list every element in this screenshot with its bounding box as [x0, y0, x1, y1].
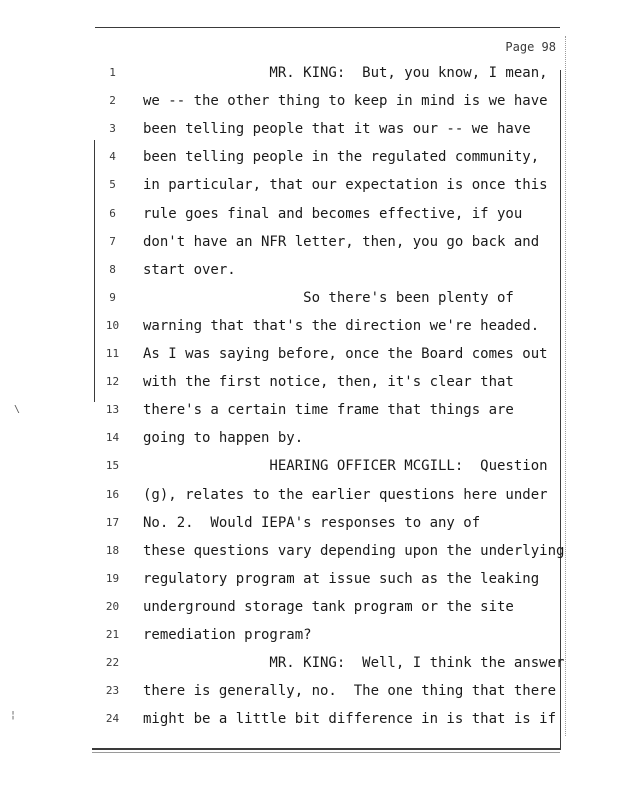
line-text: MR. KING: Well, I think the answer: [143, 655, 565, 672]
line-number: 3: [109, 122, 116, 136]
line-text: HEARING OFFICER MCGILL: Question: [143, 458, 548, 475]
line-number: 5: [109, 178, 116, 192]
top-rule: [95, 27, 560, 28]
line-text: going to happen by.: [143, 430, 304, 447]
line-text: in particular, that our expectation is once this: [143, 177, 548, 194]
scan-mark: ¦: [10, 710, 17, 721]
left-margin-rule: [94, 140, 95, 402]
right-margin-dotted-rule: [565, 36, 566, 736]
line-text: been telling people that it was our -- we have: [143, 121, 531, 138]
line-text: No. 2. Would IEPA's responses to any of: [143, 514, 481, 531]
line-number: 9: [109, 290, 116, 304]
line-number: 2: [109, 94, 116, 108]
line-number: 15: [105, 459, 120, 473]
line-text: MR. KING: But, you know, I mean,: [143, 65, 548, 81]
line-number: 13: [105, 403, 120, 417]
line-text: remediation program?: [143, 627, 312, 643]
line-number: 12: [105, 375, 120, 389]
line-number: 7: [109, 234, 116, 248]
line-number: 20: [105, 599, 120, 613]
line-number: 19: [105, 571, 120, 585]
line-number: 6: [109, 206, 116, 220]
line-text: these questions vary depending upon the underlying: [143, 542, 565, 559]
line-number: 18: [105, 543, 120, 557]
line-text: As I was saying before, once the Board comes out: [143, 346, 548, 362]
page-number: Page 98: [505, 40, 556, 54]
line-text: start over.: [143, 261, 236, 278]
line-text: might be a little bit difference in is that is if: [143, 711, 557, 728]
line-text: underground storage tank program or the site: [143, 598, 514, 615]
line-number: 14: [105, 431, 120, 445]
line-text: regulatory program at issue such as the leaking: [143, 570, 540, 587]
bottom-rule: [92, 748, 560, 750]
line-number: 4: [109, 150, 116, 164]
line-number: 22: [105, 656, 120, 670]
line-number: 8: [109, 262, 116, 276]
line-number: 10: [105, 318, 120, 332]
right-margin-rule: [560, 70, 561, 750]
line-number: 1: [109, 66, 116, 79]
line-number: 16: [105, 487, 120, 501]
line-number: 17: [105, 515, 120, 529]
line-text: rule goes final and becomes effective, if you: [143, 205, 523, 222]
line-number: 23: [105, 684, 120, 698]
line-text: warning that that's the direction we're headed.: [143, 317, 540, 334]
scan-mark: \: [14, 404, 21, 415]
line-text: been telling people in the regulated community,: [143, 149, 540, 166]
line-text: (g), relates to the earlier questions here under: [143, 486, 548, 503]
line-number: 11: [105, 347, 120, 360]
line-text: with the first notice, then, it's clear that: [143, 374, 514, 391]
line-number: 24: [105, 712, 120, 726]
line-text: So there's been plenty of: [143, 289, 514, 306]
line-text: don't have an NFR letter, then, you go back and: [143, 233, 540, 250]
line-number: 21: [105, 628, 120, 641]
line-text: there is generally, no. The one thing that there: [143, 683, 557, 700]
line-text: we -- the other thing to keep in mind is we have: [143, 93, 548, 110]
line-text: there's a certain time frame that things are: [143, 402, 514, 419]
bottom-rule-secondary: [92, 752, 560, 753]
